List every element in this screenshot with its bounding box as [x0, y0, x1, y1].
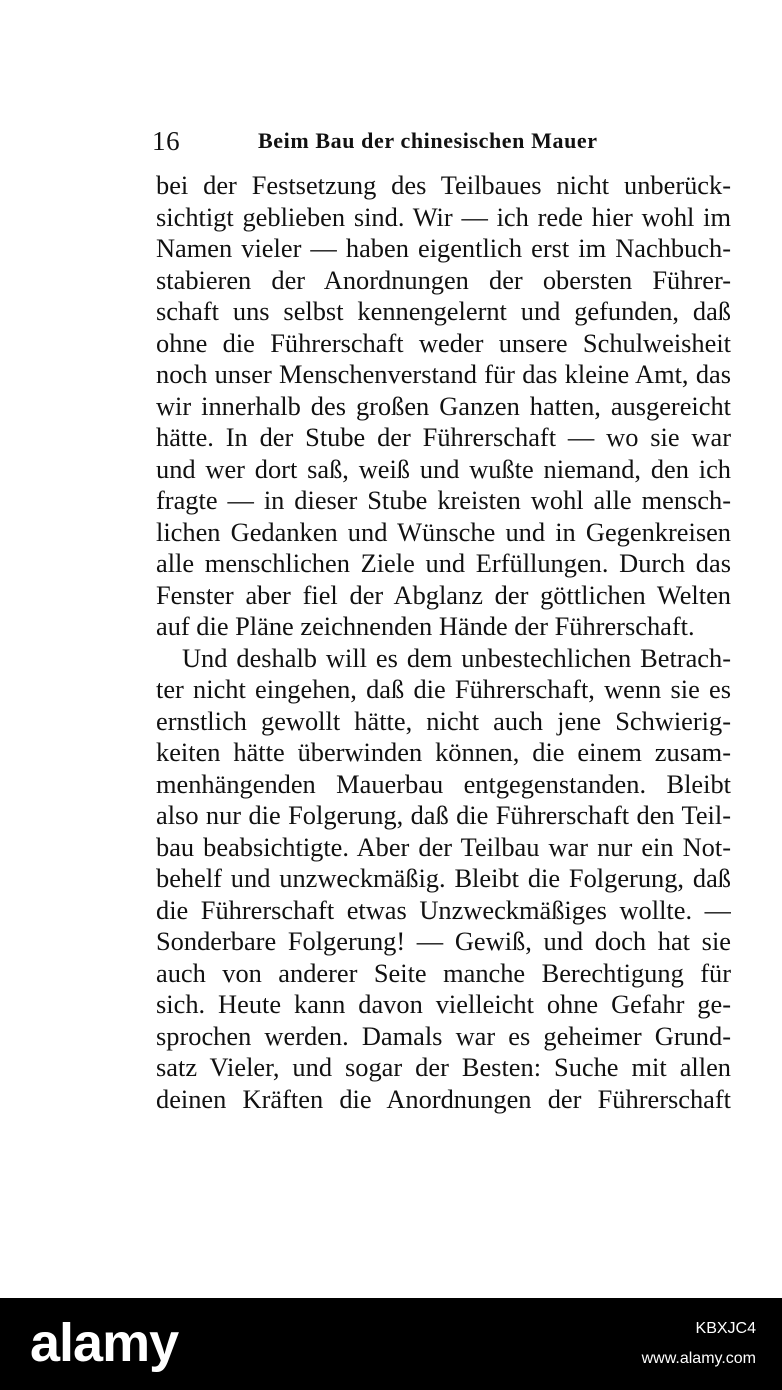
page-number: 16: [152, 126, 181, 156]
text-line: menhängenden Mauerbau entgegenstanden. Bleibt: [156, 768, 731, 799]
text-line: keiten hätte überwinden können, die einem zusam-: [156, 737, 731, 767]
text-line: lichen Gedanken und Wünsche und in Gegenkreisen: [156, 516, 731, 547]
alamy-logo: alamy: [30, 1313, 179, 1373]
text-line: auf die Pläne zeichnenden Hände der Führerschaft.: [156, 611, 695, 641]
site-url: www.alamy.com: [641, 1350, 756, 1367]
running-title: Beim Bau der chinesischen Mauer: [258, 128, 598, 153]
image-id: KBXJC4: [695, 1320, 756, 1337]
text-line: Fenster aber fiel der Abglanz der göttlichen Welten: [156, 579, 731, 610]
text-line: Und deshalb will es dem unbestechlichen Betrach-: [182, 642, 731, 673]
text-line: bei der Festsetzung des Teilbaues nicht unberück-: [156, 170, 731, 200]
text-line: ter nicht eingehen, daß die Führerschaft, wenn sie es: [156, 674, 731, 704]
text-line: behelf und unzweckmäßig. Bleibt die Folgerung, daß: [156, 863, 731, 893]
text-line: Namen vieler — haben eigentlich erst im Nachbuch-: [156, 233, 731, 263]
text-line: hätte. In der Stube der Führerschaft — wo sie war: [156, 422, 731, 452]
text-line: also nur die Folgerung, daß die Führerschaft den Teil-: [156, 800, 731, 830]
text-line: ernstlich gewollt hätte, nicht auch jene Schwierig-: [156, 705, 731, 736]
text-line: Sonderbare Folgerung! — Gewiß, und doch hat sie: [156, 926, 731, 956]
text-line: stabieren der Anordnungen der obersten Führer-: [156, 264, 731, 295]
text-line: alle menschlichen Ziele und Erfüllungen. Durch das: [156, 548, 731, 578]
text-line: deinen Kräften die Anordnungen der Führerschaft: [156, 1083, 731, 1114]
body-text: [156, 170, 731, 1115]
text-line: sichtigt geblieben sind. Wir — ich rede hier wohl im: [156, 201, 731, 232]
text-line: satz Vieler, und sogar der Besten: Suche mit allen: [156, 1052, 731, 1082]
text-line: noch unser Menschenverstand für das kleine Amt, das: [156, 359, 731, 389]
text-line: sich. Heute kann davon vielleicht ohne Gefahr ge-: [156, 989, 731, 1019]
text-line: schaft uns selbst kennengelernt und gefunden, daß: [156, 296, 731, 326]
running-head: [152, 122, 622, 158]
text-line: auch von anderer Seite manche Berechtigung für: [156, 957, 731, 988]
text-line: und wer dort saß, weiß und wußte niemand, den ich: [156, 453, 731, 484]
text-line: die Führerschaft etwas Unzweckmäßiges wollte. —: [156, 894, 731, 925]
paragraph-1: [156, 170, 731, 643]
text-line: ohne die Führerschaft weder unsere Schulweisheit: [156, 327, 731, 358]
paragraph-2: [156, 643, 731, 1116]
text-line: bau beabsichtigte. Aber der Teilbau war nur ein Not-: [156, 831, 731, 862]
text-line: sprochen werden. Damals war es geheimer Grund-: [156, 1020, 731, 1051]
text-line: wir innerhalb des großen Ganzen hatten, ausgereicht: [156, 390, 731, 421]
text-line: fragte — in dieser Stube kreisten wohl alle mensch-: [156, 485, 731, 515]
